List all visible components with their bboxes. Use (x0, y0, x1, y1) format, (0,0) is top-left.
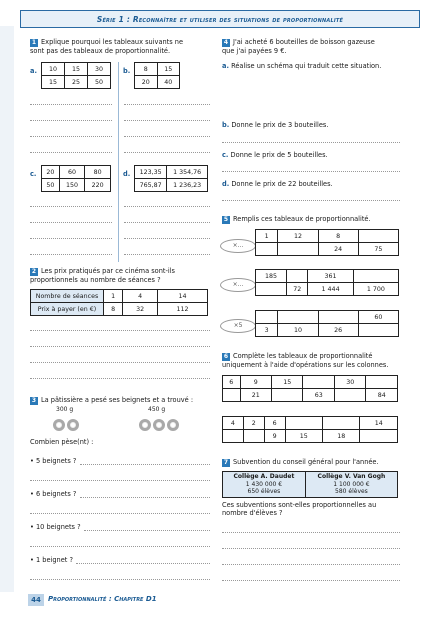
answer-line[interactable] (124, 152, 210, 153)
ex1-number: 1 (31, 39, 37, 46)
multiplier-bubble: ×... (220, 278, 256, 292)
ex1-c-label: c. (30, 170, 37, 178)
table-cell: 20 (42, 166, 60, 179)
answer-line[interactable] (30, 238, 112, 239)
ex4-d-label: d. (222, 180, 230, 188)
answer-line[interactable] (124, 104, 210, 105)
ex5-table-3 (255, 310, 399, 337)
donuts-group-1 (52, 416, 80, 435)
ex7-question-line1: Ces subventions sont-elles proportionnelles au (222, 501, 377, 509)
ex7-subsidy-table (222, 471, 398, 498)
donut-icon (153, 419, 165, 431)
ex4-number: 4 (223, 39, 229, 46)
answer-line[interactable] (30, 136, 112, 137)
ex4-b-text: Donne le prix de 3 bouteilles. (231, 121, 329, 129)
answer-line[interactable] (124, 136, 210, 137)
ex6-table-2 (222, 416, 398, 443)
college-name: Collège V. Van Gogh (317, 473, 386, 480)
ex4-c-text: Donne le prix de 5 bouteilles. (230, 151, 328, 159)
answer-line[interactable] (124, 120, 210, 121)
donuts-group-2 (138, 416, 180, 435)
table-cell[interactable]: 63 (303, 389, 334, 402)
answer-line[interactable] (30, 330, 210, 331)
table-cell[interactable]: 21 (240, 389, 271, 402)
ex3-number: 3 (31, 397, 37, 404)
subsidy-amount: 1 100 000 € (333, 480, 370, 488)
table-cell[interactable] (272, 389, 303, 402)
table-cell[interactable] (223, 389, 241, 402)
ex4-question-c (222, 151, 328, 159)
ex1-column-divider (118, 62, 119, 262)
college-name: Collège A. Daudet (233, 473, 295, 480)
student-count: 580 élèves (335, 488, 368, 495)
answer-line[interactable] (222, 548, 400, 549)
donut-icon (167, 419, 179, 431)
table-cell[interactable]: 84 (366, 389, 398, 402)
table-cell[interactable]: 2 (243, 417, 264, 430)
ex3-question: Combien pèse(nt) : (30, 438, 94, 446)
answer-line[interactable] (124, 254, 210, 255)
ex6-statement (222, 352, 407, 369)
answer-line[interactable] (222, 171, 400, 172)
table-cell[interactable] (358, 324, 398, 337)
ex3-item-3: • 10 beignets ? (30, 523, 81, 531)
ex6-table-1 (222, 375, 398, 402)
table-cell: 40 (157, 76, 180, 89)
table-cell[interactable] (256, 283, 287, 296)
table-cell[interactable] (334, 389, 365, 402)
table-cell: 4 (123, 290, 158, 303)
ex4-question-a (222, 62, 381, 70)
table-cell[interactable]: 12 (278, 230, 318, 243)
answer-line[interactable] (84, 530, 210, 531)
ex7-col-2 (305, 472, 397, 498)
table-cell: 8 (135, 63, 158, 76)
table-cell: 220 (85, 179, 111, 192)
table-cell[interactable] (256, 311, 278, 324)
table-cell[interactable]: 8 (318, 230, 358, 243)
table-cell: 60 (59, 166, 85, 179)
multiplier-bubble: ×5 (220, 319, 256, 333)
ex4-question-d (222, 180, 333, 188)
table-cell: 80 (85, 166, 111, 179)
answer-line[interactable] (222, 580, 400, 581)
table-cell: 123,35 (135, 166, 167, 179)
answer-line[interactable] (80, 497, 210, 498)
table-cell[interactable] (360, 430, 398, 443)
answer-line[interactable] (30, 152, 112, 153)
ex2-statement (30, 267, 210, 284)
ex1-d-label: d. (123, 170, 131, 178)
ex1-a-label: a. (30, 67, 37, 75)
answer-line[interactable] (30, 480, 210, 481)
ex7-number: 7 (223, 459, 229, 466)
ex4-statement (222, 38, 402, 55)
table-cell[interactable]: 72 (287, 283, 308, 296)
table-cell[interactable]: 15 (272, 376, 303, 389)
ex4-a-text: Réalise un schéma qui traduit cette situation. (231, 62, 382, 70)
ex4-b-label: b. (222, 121, 230, 129)
answer-line[interactable] (30, 104, 112, 105)
student-count: 650 élèves (247, 488, 281, 495)
table-cell[interactable]: 10 (278, 324, 318, 337)
answer-line[interactable] (222, 532, 400, 533)
ex3-item-1: • 5 beignets ? (30, 457, 77, 465)
table-cell: 30 (88, 63, 111, 76)
table-cell: Prix à payer (en €) (31, 303, 104, 316)
chapter-footer: Proportionnalité : Chapitre D1 (48, 595, 157, 603)
answer-line[interactable] (30, 362, 210, 363)
table-cell[interactable]: 361 (308, 270, 353, 283)
answer-line[interactable] (124, 222, 210, 223)
table-cell: 10 (42, 63, 65, 76)
table-cell[interactable]: 185 (256, 270, 287, 283)
ex5-text: Remplis ces tableaux de proportionnalité. (233, 215, 371, 223)
table-cell[interactable]: 24 (318, 243, 358, 256)
ex7-text: Subvention du conseil général pour l'année. (233, 458, 379, 466)
subsidy-amount: 1 430 000 € (245, 480, 283, 488)
table-cell[interactable]: 26 (318, 324, 358, 337)
table-cell: 14 (157, 290, 207, 303)
ex1-table-a (41, 62, 111, 89)
ex5-table-1 (255, 229, 399, 256)
ex3-item-4: • 1 beignet ? (30, 556, 73, 564)
table-cell[interactable] (256, 243, 278, 256)
donut-icon (53, 419, 65, 431)
ex1-text-line1: Explique pourquoi les tableaux suivants ne (41, 38, 184, 46)
table-cell[interactable]: 75 (358, 243, 398, 256)
table-cell[interactable]: 6 (264, 417, 285, 430)
table-cell[interactable] (353, 270, 398, 283)
series-header (20, 10, 420, 28)
ex1-table-d (134, 165, 208, 192)
table-cell[interactable] (287, 270, 308, 283)
ex4-d-text: Donne le prix de 22 bouteilles. (231, 180, 333, 188)
table-cell: 112 (157, 303, 207, 316)
table-cell: 25 (65, 76, 88, 89)
ex2-number: 2 (31, 268, 37, 275)
ex4-a-label: a. (222, 62, 229, 70)
table-cell: 765,87 (135, 179, 167, 192)
table-cell[interactable] (318, 311, 358, 324)
ex1-b-label: b. (123, 67, 131, 75)
answer-line[interactable] (124, 206, 210, 207)
table-cell[interactable]: 9 (264, 430, 285, 443)
table-cell[interactable]: 3 (256, 324, 278, 337)
table-cell: 20 (135, 76, 158, 89)
ex2-text-line2: proportionnels au nombre de séances ? (30, 276, 161, 284)
weight-label-1: 300 g (56, 406, 74, 413)
ex3-text: La pâtissière a pesé ses beignets et a trouvé : (41, 396, 194, 404)
ex4-c-label: c. (222, 151, 229, 159)
table-cell: 1 (104, 290, 123, 303)
ex4-question-b (222, 121, 328, 129)
ex1-table-b (134, 62, 180, 89)
ex6-text-line2: uniquement à l'aide d'opérations sur les colonnes. (222, 361, 389, 369)
table-cell[interactable] (358, 230, 398, 243)
table-cell[interactable]: 9 (240, 376, 271, 389)
table-cell: 150 (59, 179, 85, 192)
answer-line[interactable] (124, 238, 210, 239)
answer-line[interactable] (76, 563, 210, 564)
ex1-statement (30, 38, 210, 55)
table-cell: 1 354,76 (167, 166, 208, 179)
ex4-text-line1: J'ai acheté 6 bouteilles de boisson gazeuse (233, 38, 375, 46)
series-title: Série 1 : Reconnaître et utiliser des situations de proportionnalité (96, 14, 344, 24)
ex3-item-2: • 6 beignets ? (30, 490, 77, 498)
table-cell: 15 (157, 63, 180, 76)
table-cell[interactable] (243, 430, 264, 443)
table-cell[interactable]: 4 (223, 417, 244, 430)
table-cell[interactable] (303, 376, 334, 389)
table-cell[interactable]: 60 (358, 311, 398, 324)
answer-line[interactable] (30, 513, 210, 514)
ex1-table-c (41, 165, 111, 192)
answer-line[interactable] (30, 120, 112, 121)
answer-line[interactable] (30, 546, 210, 547)
page-number: 44 (28, 594, 44, 606)
table-cell[interactable] (366, 376, 398, 389)
table-cell[interactable] (278, 243, 318, 256)
ex6-number: 6 (223, 353, 229, 360)
table-cell[interactable]: 15 (285, 430, 322, 443)
table-cell: Nombre de séances (31, 290, 104, 303)
table-cell[interactable]: 18 (323, 430, 360, 443)
donut-icon (139, 419, 151, 431)
ex7-question-line2: nombre d'élèves ? (222, 509, 283, 518)
answer-line[interactable] (30, 378, 210, 379)
ex2-cinema-table (30, 289, 208, 316)
table-cell: 15 (65, 63, 88, 76)
ex5-statement (222, 215, 407, 224)
ex4-text-line2: que j'ai payées 9 €. (222, 47, 287, 55)
table-cell: 50 (42, 179, 60, 192)
table-cell: 32 (123, 303, 158, 316)
table-cell: 15 (42, 76, 65, 89)
answer-line[interactable] (30, 346, 210, 347)
ex6-text-line1: Complète les tableaux de proportionnalité (233, 352, 373, 360)
answer-line[interactable] (30, 206, 112, 207)
table-cell[interactable]: 30 (334, 376, 365, 389)
table-cell[interactable] (223, 430, 244, 443)
table-cell[interactable]: 1 444 (308, 283, 353, 296)
table-cell[interactable]: 14 (360, 417, 398, 430)
ex7-col-1 (223, 472, 306, 498)
ex1-text-line2: sont pas des tableaux de proportionnalité. (30, 47, 171, 55)
table-cell[interactable] (285, 417, 322, 430)
table-cell: 8 (104, 303, 123, 316)
answer-line[interactable] (222, 142, 400, 143)
answer-line[interactable] (30, 579, 210, 580)
answer-line[interactable] (30, 254, 112, 255)
ex5-table-2 (255, 269, 399, 296)
table-cell[interactable]: 6 (223, 376, 241, 389)
table-cell[interactable] (323, 417, 360, 430)
table-cell[interactable] (278, 311, 318, 324)
ex7-statement (222, 458, 407, 467)
table-cell[interactable]: 1 700 (353, 283, 398, 296)
answer-line[interactable] (30, 222, 112, 223)
answer-line[interactable] (222, 200, 400, 201)
ex2-text-line1: Les prix pratiqués par ce cinéma sont-ils (41, 267, 175, 275)
ex5-number: 5 (223, 216, 229, 223)
answer-line[interactable] (80, 464, 210, 465)
multiplier-bubble: ×... (220, 239, 256, 253)
ex3-statement (30, 396, 215, 405)
ex7-question (222, 501, 402, 518)
table-cell: 1 236,23 (167, 179, 208, 192)
table-cell[interactable]: 1 (256, 230, 278, 243)
left-margin-band (0, 26, 14, 592)
answer-line[interactable] (222, 564, 400, 565)
donut-icon (67, 419, 79, 431)
weight-label-2: 450 g (148, 406, 166, 413)
table-cell: 50 (88, 76, 111, 89)
